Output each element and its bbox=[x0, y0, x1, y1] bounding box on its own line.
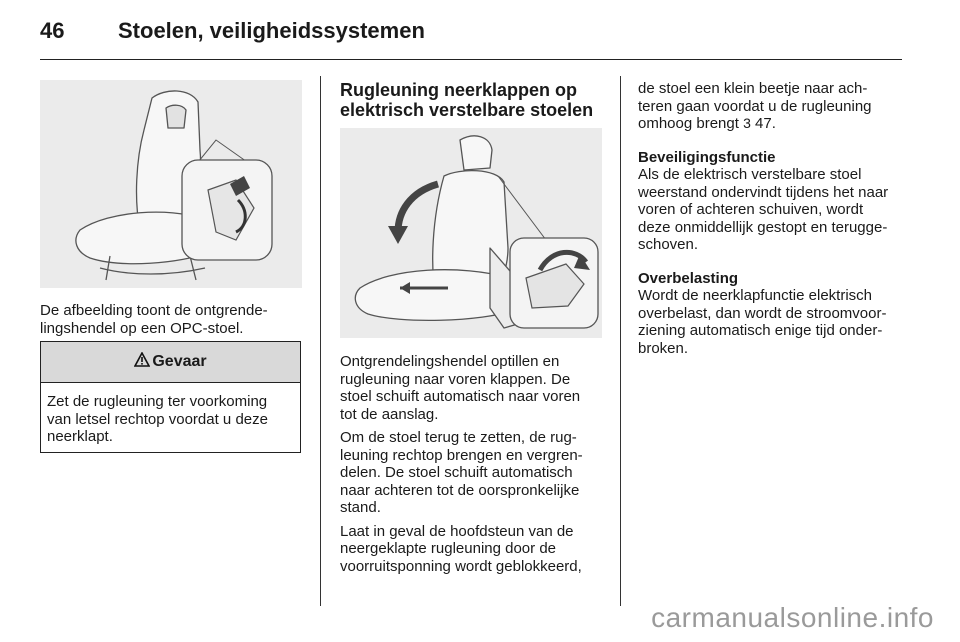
section-body bbox=[340, 353, 602, 575]
column-divider-2 bbox=[620, 76, 621, 606]
subheading-safety: Beveiligingsfunctie bbox=[638, 148, 776, 166]
text-line: voorruitsponning wordt geblokkeerd, bbox=[340, 557, 582, 575]
warning-header bbox=[41, 342, 300, 383]
page-reference-arrow-icon: 3 bbox=[743, 115, 751, 131]
header-divider bbox=[40, 59, 902, 60]
caption-line: lingshendel op een OPC-stoel. bbox=[40, 319, 244, 337]
opc-seat-illustration bbox=[40, 80, 302, 288]
text-line: broken. bbox=[638, 339, 689, 357]
text-line: Om de stoel terug te zetten, de rug- bbox=[340, 429, 577, 446]
page-number: 46 bbox=[40, 18, 65, 43]
text-line: tot de aanslag. bbox=[340, 405, 439, 423]
paragraph bbox=[340, 429, 602, 517]
text-line: de stoel een klein beetje naar ach- bbox=[638, 80, 868, 97]
text-line: schoven. bbox=[638, 236, 699, 253]
section-heading bbox=[340, 80, 602, 120]
warning-line: Zet de rugleuning ter voorkoming bbox=[47, 393, 268, 410]
watermark: carmanualsonline.info bbox=[651, 602, 934, 633]
warning-triangle-icon bbox=[134, 352, 150, 372]
text-line: overbelast, dan wordt de stroomvoor- bbox=[638, 304, 887, 322]
figure1-caption bbox=[40, 302, 302, 337]
text-line: rugleuning naar voren klappen. De bbox=[340, 370, 571, 388]
text-line: weerstand ondervindt tijdens het naar bbox=[638, 183, 889, 201]
page-header bbox=[40, 14, 910, 50]
paragraph bbox=[638, 166, 904, 254]
warning-line: neerklapt. bbox=[47, 428, 113, 445]
text-line: teren gaan voordat u de rugleuning bbox=[638, 97, 872, 115]
column3-text bbox=[638, 80, 904, 357]
opc-seat-drawing bbox=[40, 80, 302, 288]
electric-seat-illustration bbox=[340, 128, 602, 338]
warning-box bbox=[40, 341, 301, 453]
paragraph bbox=[340, 353, 602, 423]
text-line: Ontgrendelingshendel optillen en bbox=[340, 353, 560, 370]
paragraph bbox=[340, 523, 602, 576]
paragraph bbox=[638, 287, 904, 357]
text-line: Wordt de neerklapfunctie elektrisch bbox=[638, 287, 873, 304]
text-line: Laat in geval de hoofdsteun van de bbox=[340, 522, 574, 540]
text-line: delen. De stoel schuift automatisch bbox=[340, 464, 573, 481]
page-title: Stoelen, veiligheidssystemen bbox=[118, 18, 425, 43]
text-line: Als de elektrisch verstelbare stoel bbox=[638, 166, 862, 183]
page-reference[interactable]: 47. bbox=[750, 115, 776, 132]
text-line: voren of achteren schuiven, wordt bbox=[638, 201, 864, 218]
warning-line: van letsel rechtop voordat u deze bbox=[47, 410, 268, 428]
text-line: neergeklapte rugleuning door de bbox=[340, 540, 556, 557]
warning-text bbox=[41, 383, 300, 446]
heading-line: elektrisch verstelbare stoelen bbox=[340, 100, 594, 120]
text-line: ziening automatisch enige tijd onder- bbox=[638, 322, 883, 339]
text-line: stoel schuift automatisch naar voren bbox=[340, 388, 581, 405]
text-line: stand. bbox=[340, 499, 381, 516]
text-line: omhoog brengt bbox=[638, 115, 744, 132]
warning-title: Gevaar bbox=[152, 353, 207, 370]
text-line: deze onmiddellijk gestopt en terugge- bbox=[638, 218, 888, 236]
electric-seat-drawing bbox=[340, 128, 602, 338]
text-line: naar achteren tot de oorspronkelijke bbox=[340, 481, 580, 499]
heading-line: Rugleuning neerklappen op bbox=[340, 80, 578, 100]
column-divider-1 bbox=[320, 76, 321, 606]
paragraph bbox=[638, 80, 904, 133]
text-line: leuning rechtop brengen en vergren- bbox=[340, 446, 583, 464]
subheading-overload: Overbelasting bbox=[638, 269, 739, 287]
caption-line: De afbeelding toont de ontgrende- bbox=[40, 302, 268, 319]
